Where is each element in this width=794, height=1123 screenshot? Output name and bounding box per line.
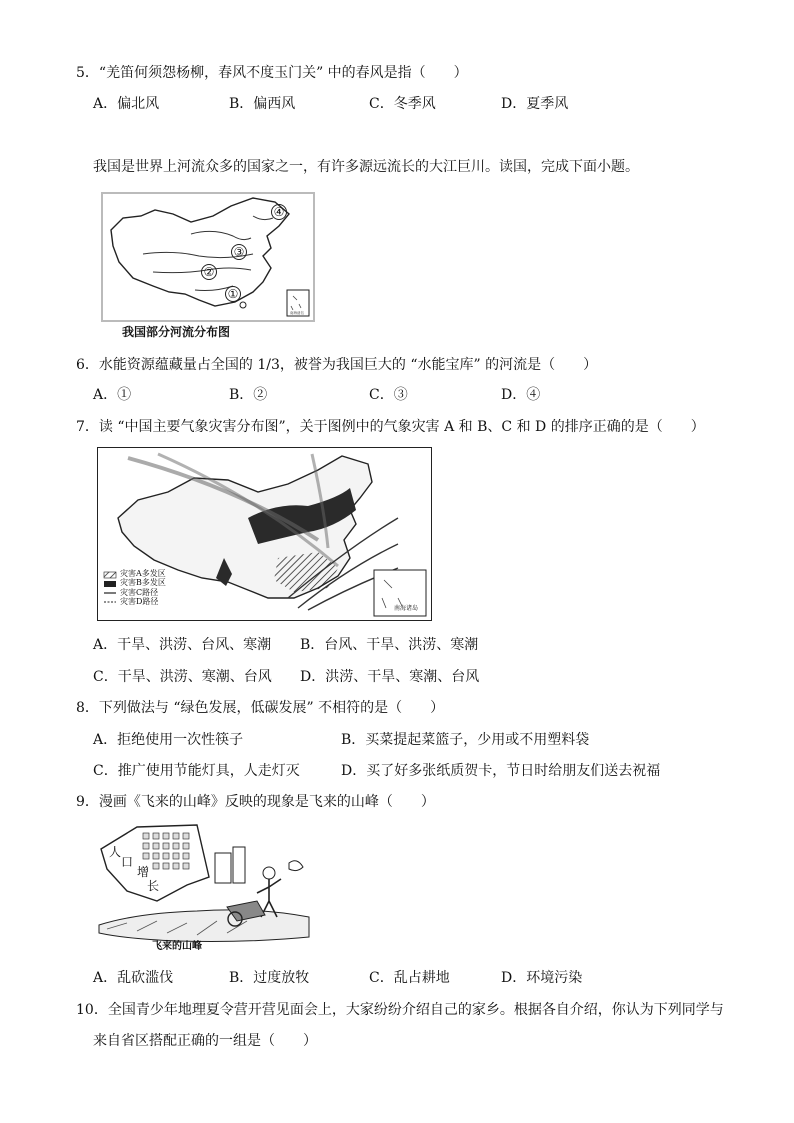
q9-stem: 9．漫画《飞来的山峰》反映的现象是飞来的山峰（ ） <box>76 794 435 810</box>
legend-item-d: 灾害D路径 <box>120 597 159 606</box>
q7-stem: 7．读 “中国主要气象灾害分布图”，关于图例中的气象灾害 A 和 B、C 和 D 的排序正确的是（ ） <box>76 419 705 435</box>
q10-stem-line2: 来自省区搭配正确的一组是（ ） <box>93 1033 317 1049</box>
cartoon-char-4: 长 <box>147 879 160 893</box>
legend-item-c: 灾害C路径 <box>120 588 159 597</box>
q8-option-a: A．拒绝使用一次性筷子 <box>93 732 244 748</box>
q5-option-d: D．夏季风 <box>501 96 569 112</box>
q8-option-d: D．买了好多张纸质贺卡，节日时给朋友们送去祝福 <box>341 763 661 779</box>
legend-item-b: 灾害B多发区 <box>120 578 166 587</box>
marker-4: ④ <box>271 204 287 220</box>
q6-option-c: C．③ <box>369 387 408 403</box>
cartoon-char-3: 增 <box>137 865 150 879</box>
q5-option-a: A．偏北风 <box>93 96 160 112</box>
river-map <box>101 192 315 322</box>
q5-option-c: C．冬季风 <box>369 96 436 112</box>
q5-option-b: B．偏西风 <box>229 96 296 112</box>
q9-option-b: B．过度放牧 <box>229 970 310 986</box>
cartoon-drawing <box>97 821 311 955</box>
q6-stem: 6．水能资源蕴藏量占全国的 1/3，被誉为我国巨大的 “水能宝库” 的河流是（ ） <box>76 357 598 373</box>
q8-option-c: C．推广使用节能灯具，人走灯灭 <box>93 763 300 779</box>
marker-3: ③ <box>231 244 247 260</box>
reading-intro: 我国是世界上河流众多的国家之一，有许多源远流长的大江巨川。读国，完成下面小题。 <box>93 159 639 175</box>
cartoon-char-1: 人 <box>109 845 122 859</box>
q6-option-a: A．① <box>93 387 132 403</box>
q8-stem: 8．下列做法与 “绿色发展，低碳发展” 不相符的是（ ） <box>76 700 445 716</box>
q9-option-d: D．环境污染 <box>501 970 583 986</box>
q10-stem-line1: 10．全国青少年地理夏令营开营见面会上，大家纷纷介绍自己的家乡。根据各自介绍，你认为下列同学与 <box>76 1002 724 1018</box>
q7-option-a: A．干旱、洪涝、台风、寒潮 <box>93 637 272 653</box>
legend-item-a: 灾害A多发区 <box>120 569 166 578</box>
q7-option-b: B．台风、干旱、洪涝、寒潮 <box>300 637 479 653</box>
q8-option-b: B．买菜提起菜篮子，少用或不用塑料袋 <box>341 732 590 748</box>
river-map-caption: 我国部分河流分布图 <box>122 325 231 339</box>
q5-stem: 5．“羌笛何须怨杨柳，春风不度玉门关” 中的春风是指（ ） <box>76 65 468 81</box>
disaster-map-inset-label: 南海诸岛 <box>394 605 419 612</box>
q7-option-c: C．干旱、洪涝、寒潮、台风 <box>93 669 272 685</box>
q7-option-d: D．洪涝、干旱、寒潮、台风 <box>300 669 480 685</box>
disaster-map <box>97 447 432 621</box>
cartoon-char-2: 口 <box>121 855 134 869</box>
cartoon-caption: 飞来的山峰 <box>152 941 202 952</box>
q6-option-b: B．② <box>229 387 268 403</box>
river-map-inset-label: 南海诸岛 <box>290 311 304 315</box>
marker-2: ② <box>201 264 217 280</box>
marker-1: ① <box>225 286 241 302</box>
q6-option-d: D．④ <box>501 387 541 403</box>
cartoon-flying-mountain <box>97 821 311 955</box>
q9-option-a: A．乱砍滥伐 <box>93 970 174 986</box>
q9-option-c: C．乱占耕地 <box>369 970 450 986</box>
